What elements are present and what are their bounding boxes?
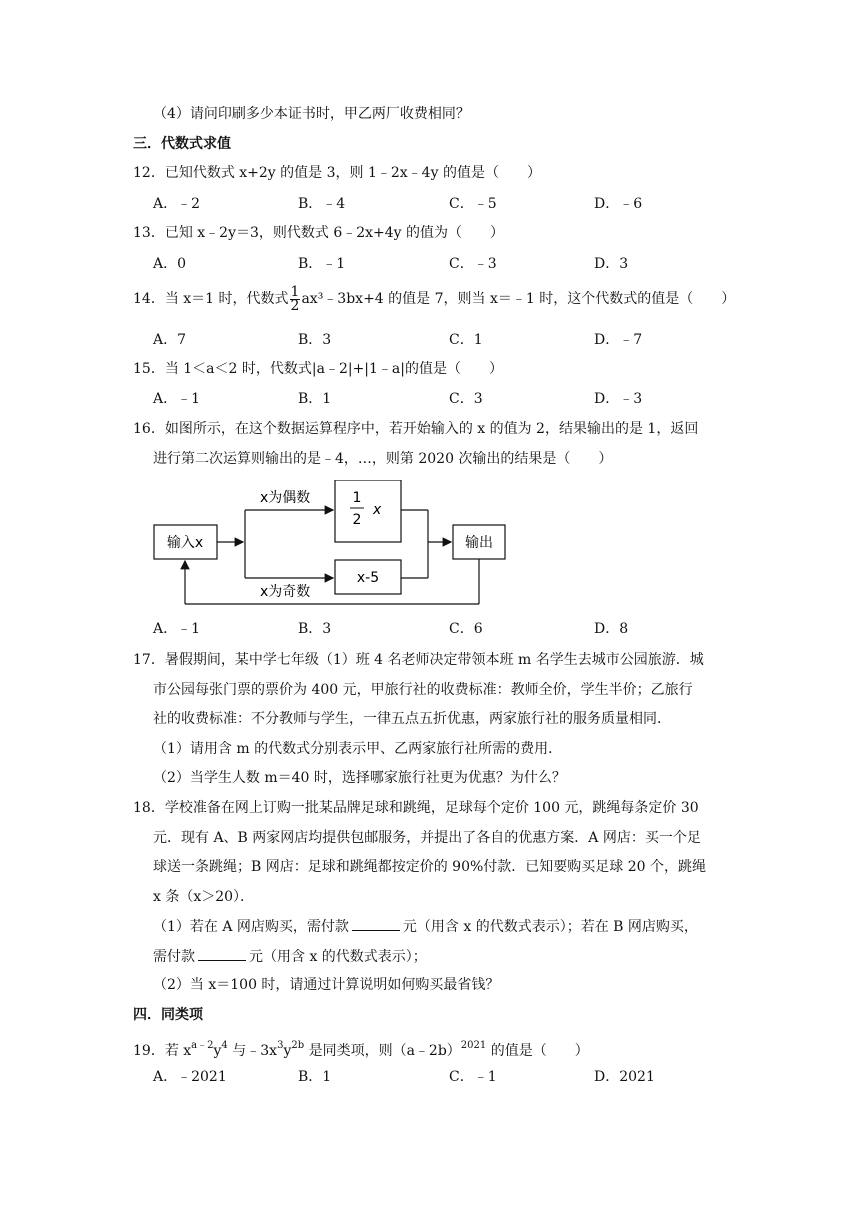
q18-line4: x 条（x＞20）． — [153, 889, 255, 905]
q18-part1-line2 — [153, 946, 427, 967]
half-var: x — [373, 502, 382, 518]
section-title-like-terms: 四．同类项 — [133, 1007, 203, 1023]
q19-stem-pre: 19．若 x — [133, 1043, 192, 1059]
q13-option-c: C．﹣3 — [449, 256, 497, 272]
q17-part1: （1）请用含 m 的代数式分别表示甲、乙两家旅行社所需的费用． — [153, 741, 563, 757]
q14-option-b: B．3 — [298, 332, 332, 348]
q19-option-a: A．﹣2021 — [153, 1069, 227, 1085]
q16-option-b: B．3 — [298, 621, 332, 637]
q19-sup4: 2b — [291, 1040, 305, 1051]
q19-stem-post: 的值是（ ） — [486, 1043, 589, 1059]
q12-option-a: A．﹣2 — [153, 196, 201, 212]
q13-stem: 13．已知 x﹣2y＝3，则代数式 6﹣2x+4y 的值为（ ） — [133, 225, 505, 241]
q19-option-d: D．2021 — [594, 1069, 655, 1085]
q14-stem-pre: 14．当 x＝1 时，代数式 — [133, 291, 289, 307]
half-box — [335, 480, 401, 542]
q12-stem: 12．已知代数式 x+2y 的值是 3，则 1﹣2x﹣4y 的值是（ ） — [133, 165, 541, 181]
even-label: x为偶数 — [260, 490, 311, 506]
q19-mid1: y — [213, 1043, 222, 1059]
q19-option-b: B．1 — [298, 1069, 332, 1085]
odd-label: x为奇数 — [260, 584, 311, 600]
q18-part1-a: （1）若在 A 网店购买，需付款 — [153, 919, 349, 935]
q11-part4: （4）请问印刷多少本证书时，甲乙两厂收费相同？ — [153, 106, 470, 122]
q19-sup2: 4 — [221, 1040, 228, 1051]
q13-option-d: D．3 — [594, 256, 629, 272]
answer-blank-a[interactable] — [352, 916, 400, 931]
q18-part1-c: 需付款 — [153, 949, 195, 965]
q16-flowchart — [145, 480, 525, 610]
q16-option-c: C．6 — [449, 621, 483, 637]
q18-part1-d: 元（用含 x 的代数式表示）； — [249, 949, 427, 965]
q18-line3: 球送一条跳绳；B 网店：足球和跳绳都按定价的 90%付款．已知要购买足球 20 个，跳绳 — [153, 859, 707, 875]
q12-option-b: B．﹣4 — [298, 196, 346, 212]
q18-line2: 元．现有 A、B 两家网店均提供包邮服务，并提出了各自的优惠方案．A 网店：买一个足 — [153, 830, 701, 846]
q19-mid4: 是同类项，则（a﹣2b） — [304, 1043, 461, 1059]
q14-option-a: A．7 — [153, 332, 187, 348]
q12-option-c: C．﹣5 — [449, 196, 497, 212]
q19-sup1: a﹣2 — [191, 1040, 214, 1051]
minus5-label: x-5 — [356, 570, 380, 586]
q15-option-d: D．﹣3 — [594, 391, 643, 407]
q16-option-a: A．﹣1 — [153, 621, 201, 637]
q17-line3: 社的收费标准：不分教师与学生，一律五点五折优惠，两家旅行社的服务质量相同． — [153, 711, 671, 727]
q14-option-c: C．1 — [449, 332, 483, 348]
q14-frac-den: 2 — [290, 297, 300, 314]
q14-stem — [133, 285, 735, 313]
output-label: 输出 — [465, 535, 493, 551]
q15-option-c: C．3 — [449, 391, 483, 407]
q18-part2: （2）当 x＝100 时，请通过计算说明如何购买最省钱？ — [153, 977, 500, 993]
answer-blank-b[interactable] — [198, 946, 246, 961]
input-label: 输入x — [166, 535, 204, 551]
q18-part1-line1 — [153, 916, 698, 937]
q15-option-b: B．1 — [298, 391, 332, 407]
q14-option-d: D．﹣7 — [594, 332, 643, 348]
q14-stem-post: ax³﹣3bx+4 的值是 7，则当 x＝﹣1 时，这个代数式的值是（ ） — [301, 291, 736, 307]
half-den: 2 — [352, 512, 362, 528]
q19-option-c: C．﹣1 — [449, 1069, 497, 1085]
q18-line1: 18．学校准备在网上订购一批某品牌足球和跳绳，足球每个定价 100 元，跳绳每条定价 30 — [133, 800, 699, 816]
q14-fraction — [290, 283, 301, 314]
half-num: 1 — [352, 490, 362, 506]
q19-sup3: 3 — [277, 1040, 284, 1051]
q13-option-a: A．0 — [153, 256, 187, 272]
q17-part2: （2）当学生人数 m＝40 时，选择哪家旅行社更为优惠？为什么？ — [153, 770, 566, 786]
q14-frac-num: 1 — [290, 283, 300, 300]
q18-part1-b: 元（用含 x 的代数式表示）；若在 B 网店购买， — [402, 919, 698, 935]
q16-line2: 进行第二次运算则输出的是﹣4，…，则第 2020 次输出的结果是（ ） — [153, 451, 613, 467]
q15-stem: 15．当 1＜a＜2 时，代数式|a﹣2|+|1﹣a|的值是（ ） — [133, 361, 503, 377]
section-title-evaluation: 三．代数式求值 — [133, 136, 231, 152]
q16-line1: 16．如图所示，在这个数据运算程序中，若开始输入的 x 的值为 2，结果输出的是 1，返回 — [133, 421, 699, 437]
q19-mid2: 与﹣3x — [227, 1043, 278, 1059]
q15-option-a: A．﹣1 — [153, 391, 201, 407]
q19-mid3: y — [283, 1043, 292, 1059]
q17-line1: 17．暑假期间，某中学七年级（1）班 4 名老师决定带领本班 m 名学生去城市公园旅游．城 — [133, 652, 704, 668]
q17-line2: 市公园每张门票的票价为 400 元，甲旅行社的收费标准：教师全价，学生半价；乙旅行 — [153, 682, 693, 698]
q19-stem — [133, 1036, 589, 1061]
q12-option-d: D．﹣6 — [594, 196, 643, 212]
q19-sup5: 2021 — [460, 1040, 487, 1051]
flowchart-svg — [145, 480, 525, 610]
q13-option-b: B．﹣1 — [298, 256, 346, 272]
q16-option-d: D．8 — [594, 621, 629, 637]
